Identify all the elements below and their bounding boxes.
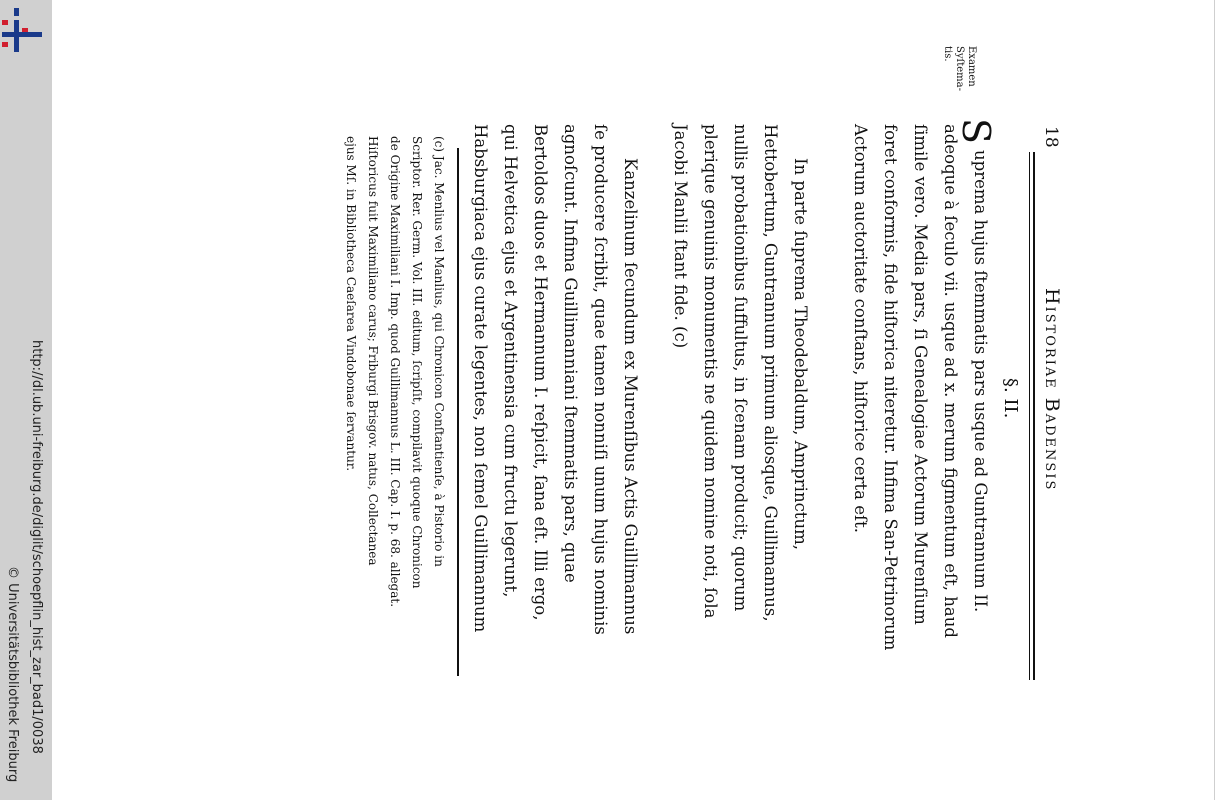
- header-rule-thin: [1029, 152, 1030, 680]
- text-line: uprema hujus ſtemmatis pars usque ad Guntrannum II.: [971, 150, 990, 613]
- scanned-page: [305, 46, 1065, 651]
- text-line: Kanzelinum ſecundum ex Murenſibus Actis Guillimannus: [621, 158, 640, 635]
- text-line: qui Helvetica ejus et Argentinensia cum fructu legerunt,: [501, 124, 520, 598]
- footnote-line: Scriptor. Rer. Germ. Vol. III. editum, ſcripſit, compilavit quoque Chronicon: [410, 136, 424, 589]
- margin-note: Examen Syſtema- tis.: [942, 46, 977, 91]
- text-line: plerique genuinis monumentis ne quidem nomine noti, ſola: [701, 124, 720, 619]
- text-line: Hettobertum, Guntrannum primum aliosque, Guillimannus,: [761, 124, 780, 622]
- copyright-notice: © Universitätsbibliothek Freiburg: [5, 566, 20, 783]
- drop-cap: S: [954, 118, 998, 145]
- footnote-line: Hiſtoricus fuit Maximiliano carus; Friburgi Brisgov. natus, Collectanea: [366, 136, 380, 566]
- source-url[interactable]: http://dl.ub.uni-freiburg.de/diglit/schoepflin_hist_zar_bad1/0038: [29, 340, 44, 754]
- text-line: foret conformis, fide hiſtorica niteretur. Infima San-Petrinorum: [881, 124, 900, 651]
- section-heading: §. II.: [1000, 378, 1021, 419]
- footnote-line: de Origine Maximiliani I. Imp. quod Guillimannus L. III. Cap. I. p. 68. allegat.: [388, 136, 402, 608]
- text-line: ſe producere ſcribit, quae tamen nonniſi unum hujus nominis: [591, 124, 610, 635]
- page-edge-line: [1214, 0, 1215, 800]
- page-number: 18: [1041, 126, 1061, 148]
- text-line: adeoque à ſeculo vii. usque ad x. merum figmentum eſt, haud: [941, 124, 960, 638]
- text-line: Actorum auctoritate conſtans, hiſtorice certa eſt.: [851, 124, 870, 533]
- text-line: Jacobi Manlii ſtant fide. (c): [671, 124, 690, 349]
- text-line: ſimile vero. Media pars, ſi Genealogiae Actorum Murenſium: [911, 124, 930, 625]
- header-rule: [1033, 152, 1035, 680]
- footnote-rule: [457, 148, 459, 676]
- text-line: Bertoldos duos et Hermannum I. reſpicit, ſana eſt. Illi ergo,: [531, 124, 550, 621]
- university-library-logo-icon: [0, 6, 46, 52]
- text-line: agnoſcunt. Infima Guillimanniani ſtemmatis pars, quae: [561, 124, 580, 583]
- text-line: Habsburgiaca ejus curate legentes, non ſemel Guillimannum: [471, 124, 490, 633]
- footnote-line: (c) Jac. Menlius vel Manlius, qui Chronicon Conſtantienſe, à Pistorio in: [432, 136, 446, 567]
- text-line: nullis probationibus ſuffultus, in ſcenam producit; quorum: [731, 124, 750, 612]
- footnote-line: ejus Mſ. in Bibliotheca Caeſarea Vindobonae ſervantur.: [344, 136, 358, 472]
- running-head: Historiae Badensis: [1041, 288, 1063, 492]
- text-line: In parte ſuprema Theodebaldum, Amprinctum,: [791, 158, 810, 550]
